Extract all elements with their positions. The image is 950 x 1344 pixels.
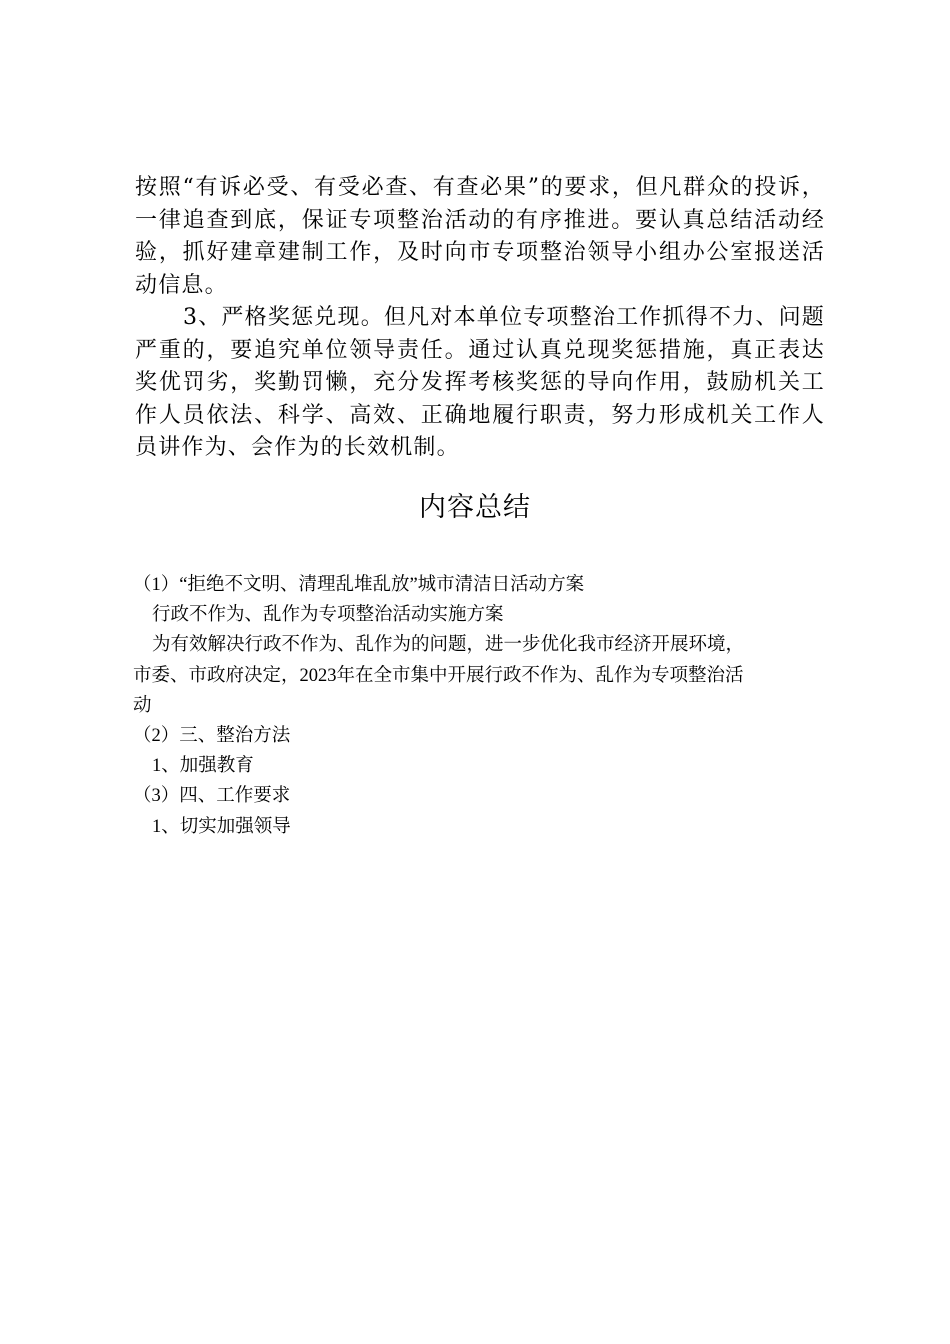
body-paragraph-1: 按照“有诉必受、有受必查、有查必果”的要求，但凡群众的投诉，一律追查到底，保证专项整治活动的有序推进。要认真总结活动经验，抓好建章建制工作，及时向市专项整治领导小组办公室报送活动信息。 xyxy=(135,175,825,298)
summary-item-1: （1）“拒绝不文明、清理乱堆乱放”城市清洁日活动方案 xyxy=(133,575,585,595)
summary-item-1-sub: 行政不作为、乱作为专项整治活动实施方案 xyxy=(152,605,504,626)
summary-item-1-text-line-2: 市委、市政府决定，2023年在全市集中开展行政不作为、乱作为专项整治活 xyxy=(133,665,744,686)
summary-title: 内容总结 xyxy=(419,492,531,523)
summary-item-1-text-line-3: 动 xyxy=(133,695,152,716)
body-text xyxy=(135,172,825,465)
summary-item-3: （3）四、工作要求 xyxy=(133,786,291,807)
body-paragraph-2: 3、严格奖惩兑现。但凡对本单位专项整治工作抓得不力、问题严重的，要追究单位领导责任。通过认真兑现奖惩措施，真正表达奖优罚劣，奖勤罚懒，充分发挥考核奖惩的导向作用，鼓励机关工作人员依法、科学、高效、正确地履行职责，努力形成机关工作人员讲作为、会作为的长效机制。 xyxy=(135,305,825,460)
summary-item-3-sub: 1、切实加强领导 xyxy=(152,816,291,837)
summary-item-2: （2）三、整治方法 xyxy=(133,726,291,747)
summary-item-2-sub: 1、加强教育 xyxy=(152,756,254,777)
summary-list xyxy=(133,570,833,842)
summary-item-1-text-line-1: 为有效解决行政不作为、乱作为的问题，进一步优化我市经济开展环境， xyxy=(152,635,745,656)
